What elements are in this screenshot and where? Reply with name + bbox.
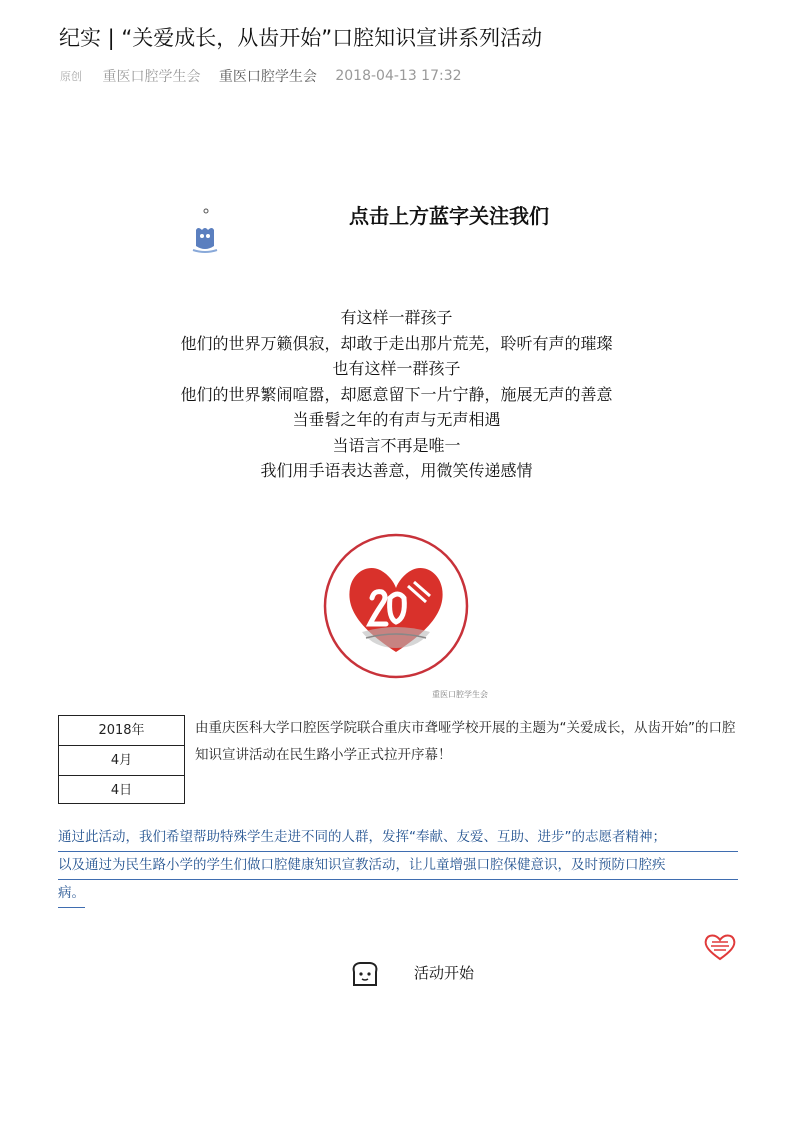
follow-prompt: 点击上方蓝字关注我们 xyxy=(349,204,549,228)
poem-line: 也有这样一群孩子 xyxy=(332,359,461,378)
poem-line: 有这样一群孩子 xyxy=(340,308,453,327)
publish-time: 2018-04-13 17:32 xyxy=(335,68,462,84)
poem xyxy=(0,305,793,484)
original-tag: 原创 xyxy=(60,70,82,83)
intro-paragraph: 由重庆医科大学口腔医学院联合重庆市聋哑学校开展的主题为“关爱成长，从齿开始”的口腔知识宣讲活动在民生路小学正式拉开序幕！ xyxy=(195,720,736,763)
logo-emblem xyxy=(322,532,470,680)
bread-icon xyxy=(350,960,380,992)
date-month: 4月 xyxy=(59,746,184,776)
section-heading: 活动开始 xyxy=(414,964,475,982)
mascot-icon xyxy=(190,208,220,260)
purpose-paragraph xyxy=(58,824,738,908)
poem-line: 当垂髫之年的有声与无声相遇 xyxy=(292,410,501,429)
image-watermark: 重医口腔学生会 xyxy=(432,690,488,699)
poem-line: 他们的世界万籁俱寂，却敢于走出那片荒芜，聆听有声的璀璨 xyxy=(180,333,613,353)
date-box xyxy=(58,715,185,804)
heart-icon xyxy=(702,932,738,966)
article-title: 纪实 | “关爱成长，从齿开始”口腔知识宣讲系列活动 xyxy=(59,26,543,50)
date-day: 4日 xyxy=(110,783,133,798)
poem-line: 当语言不再是唯一 xyxy=(332,435,461,455)
account-link[interactable]: 重医口腔学生会 xyxy=(218,69,317,85)
purpose-line: 通过此活动，我们希望帮助特殊学生走进不同的人群，发挥“奉献、友爱、互助、进步”的志愿者精神； xyxy=(58,824,738,852)
poem-line: 他们的世界繁闹喧嚣，却愿意留下一片宁静，施展无声的善意 xyxy=(180,384,613,404)
article-meta xyxy=(60,66,476,86)
date-year: 2018年 xyxy=(59,716,184,746)
poem-line: 我们用手语表达善意，用微笑传递感情 xyxy=(260,461,533,480)
purpose-line: 病。 xyxy=(58,880,85,908)
author-name[interactable]: 重医口腔学生会 xyxy=(102,69,201,85)
purpose-line: 以及通过为民生路小学的学生们做口腔健康知识宣教活动，让儿童增强口腔保健意识，及时预防口腔疾 xyxy=(58,852,738,880)
